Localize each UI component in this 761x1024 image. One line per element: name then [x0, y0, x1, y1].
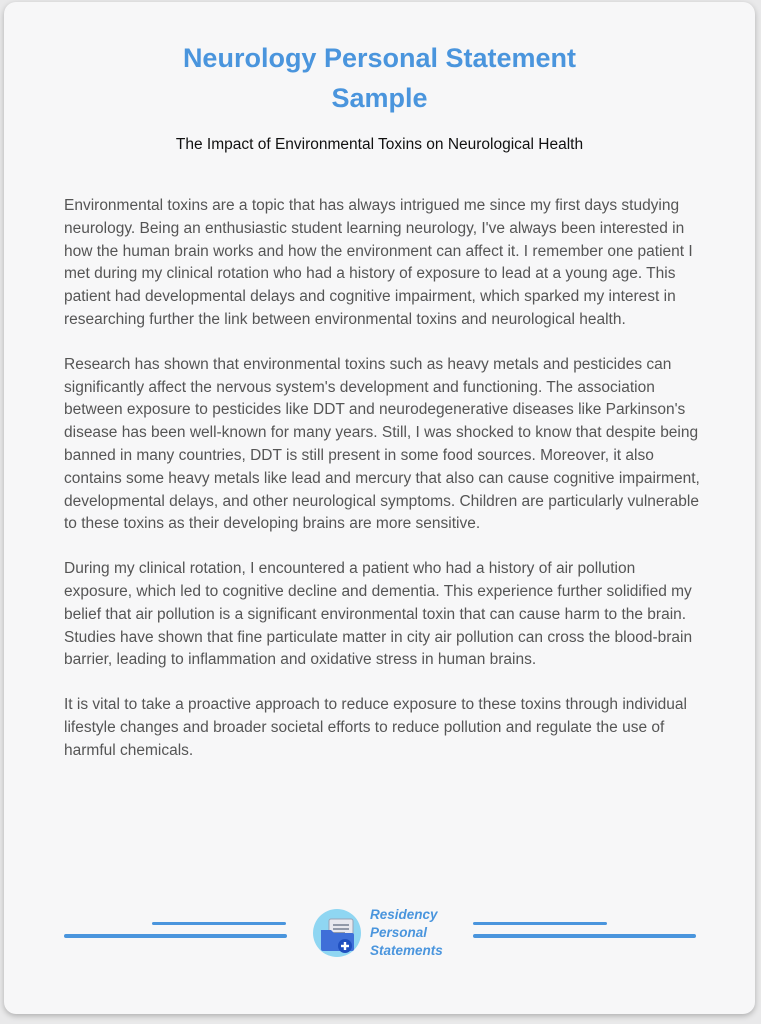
brand-line: Statements	[370, 943, 443, 958]
document-page	[4, 2, 755, 1014]
paragraph: Research has shown that environmental toxins such as heavy metals and pesticides can significantly affect the nervous system's development and functioning. The association between exposure to pesticides like DDT and neurodegenerative diseases like Parkinson's disease has been well-known for many years. Still, I was shocked to know that despite being banned in many countries, DDT is still present in some food sources. Moreover, it also contains some heavy metals like lead and mercury that also can cause cognitive impairment, developmental delays, and other neurological symptoms. Children are particularly vulnerable to these toxins as their developing brains are more sensitive.	[64, 355, 700, 533]
statement-body	[64, 195, 704, 785]
title-line-2: Sample	[331, 83, 428, 113]
footer	[4, 882, 755, 972]
divider-line	[473, 934, 696, 938]
brand-name	[370, 906, 443, 960]
paragraph: Environmental toxins are a topic that has always intrigued me since my first days studying neurology. Being an enthusiastic student learning neurology, I've always been interested in how the human brain works and how the environment can affect it. I remember one patient I met during my clinical rotation who had a history of exposure to lead at a young age. This patient had developmental delays and cognitive impairment, which sparked my interest in researching further the link between environmental toxins and neurological health.	[64, 197, 693, 328]
paragraph: It is vital to take a proactive approach to reduce exposure to these toxins through individual lifestyle changes and broader societal efforts to reduce pollution and regulate the use of harmful chemicals.	[64, 696, 687, 759]
paragraph: During my clinical rotation, I encountered a patient who had a history of air pollution exposure, which led to cognitive decline and dementia. This experience further solidified my belief that air pollution is a significant environmental toxin that can cause harm to the brain. Studies have shown that fine particulate matter in city air pollution can cross the blood-brain barrier, leading to inflammation and oxidative stress in human brains.	[64, 560, 693, 669]
divider-line	[152, 922, 286, 925]
brand-line: Personal	[370, 925, 428, 940]
subtitle: The Impact of Environmental Toxins on Neurological Health	[175, 136, 584, 153]
title-line-1: Neurology Personal Statement	[182, 43, 577, 73]
page-title	[4, 38, 755, 118]
divider-line	[473, 922, 607, 925]
divider-line	[64, 934, 287, 938]
folder-medical-icon	[312, 908, 362, 958]
brand-line: Residency	[370, 907, 438, 922]
